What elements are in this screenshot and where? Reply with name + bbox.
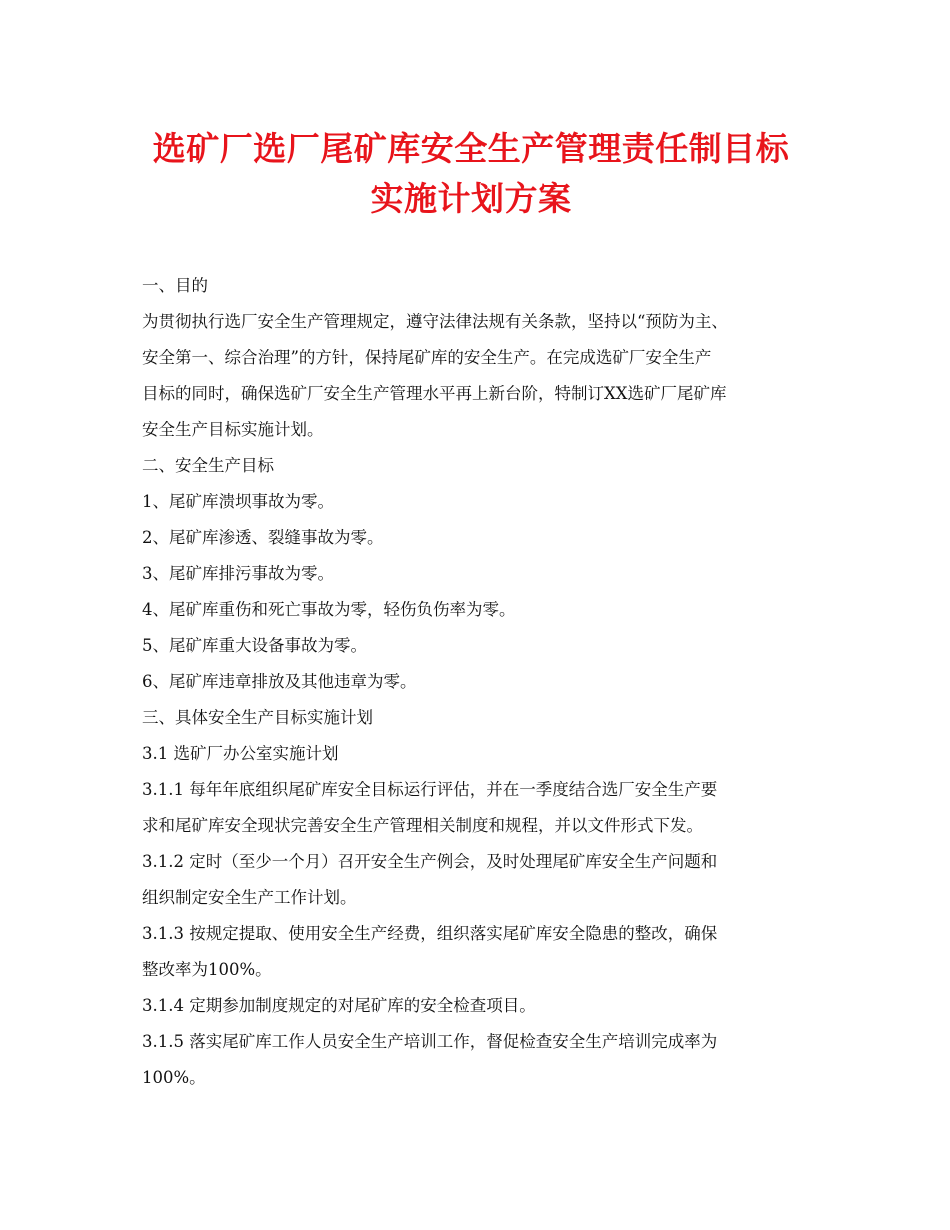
paragraph-line: 安全第一、综合治理”的方针，保持尾矿库的安全生产。在完成选矿厂安全生产 [142,348,712,367]
section-heading-goals: 二、安全生产目标 [142,456,274,475]
title-line-2: 实施计划方案 [370,179,572,218]
goal-item: 4、尾矿库重伤和死亡事故为零，轻伤负伤率为零。 [142,600,516,619]
plan-item-line: 3.1.3 按规定提取、使用安全生产经费，组织落实尾矿库安全隐患的整改，确保 [142,924,718,943]
plan-item-line: 100%。 [142,1068,206,1087]
paragraph-line: 目标的同时，确保选矿厂安全生产管理水平再上新台阶，特制订XX选矿厂尾矿库 [142,384,727,403]
goal-item: 6、尾矿库违章排放及其他违章为零。 [142,672,417,691]
document-body [142,268,800,1096]
plan-item-line: 3.1.2 定时（至少一个月）召开安全生产例会，及时处理尾矿库安全生产问题和 [142,852,718,871]
goal-item: 5、尾矿库重大设备事故为零。 [142,636,367,655]
document-title [142,124,800,224]
plan-item-line: 3.1.1 每年年底组织尾矿库安全目标运行评估，并在一季度结合选厂安全生产要 [142,780,718,799]
goal-item: 3、尾矿库排污事故为零。 [142,564,334,583]
section-heading-purpose: 一、目的 [142,276,208,295]
paragraph-line: 为贯彻执行选厂安全生产管理规定，遵守法律法规有关条款，坚持以“预防为主、 [142,312,728,331]
paragraph-line: 安全生产目标实施计划。 [142,420,324,439]
plan-item-line: 3.1.4 定期参加制度规定的对尾矿库的安全检查项目。 [142,996,536,1015]
goal-item: 1、尾矿库溃坝事故为零。 [142,492,334,511]
plan-item-line: 整改率为100%。 [142,960,272,979]
title-line-1: 选矿厂选厂尾矿库安全生产管理责任制目标 [152,129,790,168]
subsection-heading: 3.1 选矿厂办公室实施计划 [142,744,339,763]
goal-item: 2、尾矿库渗透、裂缝事故为零。 [142,528,384,547]
plan-item-line: 求和尾矿库安全现状完善安全生产管理相关制度和规程，并以文件形式下发。 [142,816,703,835]
section-heading-plan: 三、具体安全生产目标实施计划 [142,708,373,727]
plan-item-line: 3.1.5 落实尾矿库工作人员安全生产培训工作，督促检查安全生产培训完成率为 [142,1032,718,1051]
plan-item-line: 组织制定安全生产工作计划。 [142,888,357,907]
